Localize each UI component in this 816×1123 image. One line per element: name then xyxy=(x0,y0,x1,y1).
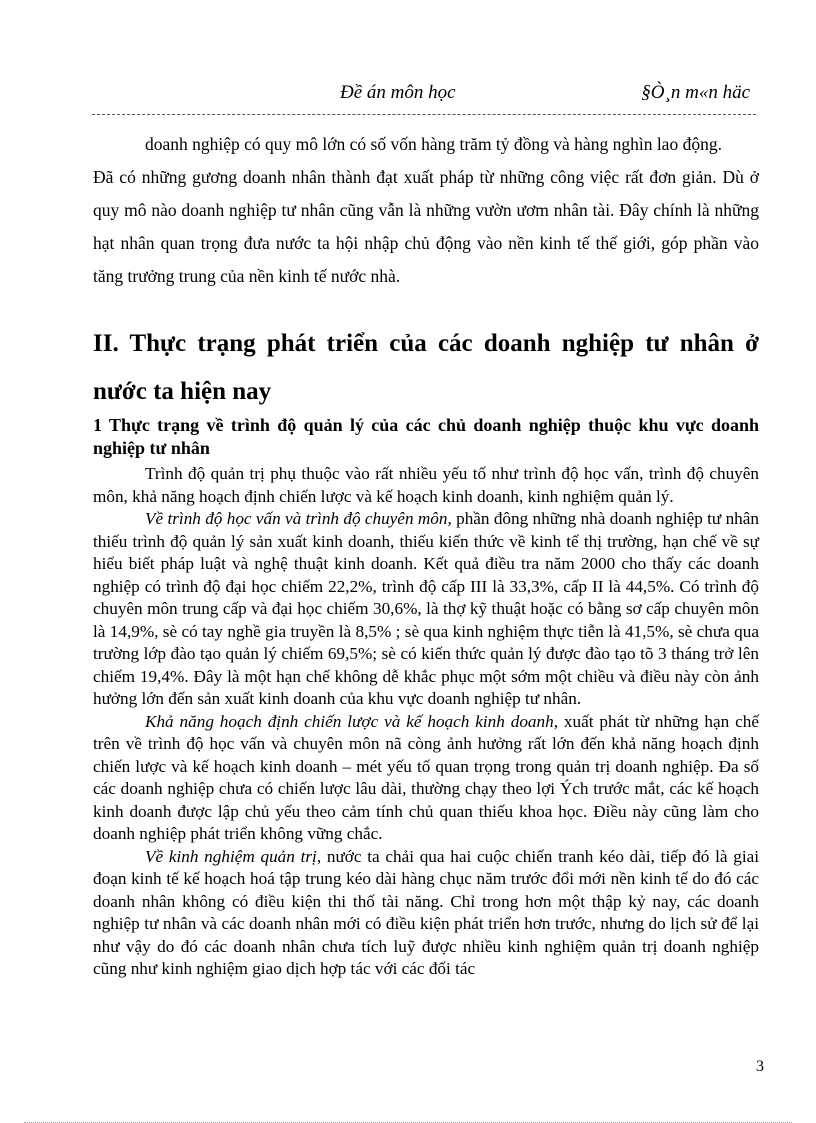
header-title: Đề án môn học xyxy=(340,82,456,103)
header-divider xyxy=(92,114,756,115)
intro-first-line: doanh nghiệp có quy mô lớn có số vốn hàng trăm tỷ đồng và hàng nghìn lao động. xyxy=(145,134,722,154)
section-heading: II. Thực trạng phát triển của các doanh nghiệp tư nhân ở nước ta hiện nay xyxy=(93,330,759,405)
paragraph-management-level: Trình độ quản trị phụ thuộc vào rất nhiều yếu tố như trình độ học vấn, trình độ chuyên môn, khả năng hoạch định chiến lược và kế hoạch kinh doanh, kinh nghiệm quản lý. xyxy=(93,464,759,506)
intro-rest: Đã có những gương doanh nhân thành đạt xuất pháp từ những công việc rất đơn giản. Dù ở quy mô nào doanh nghiệp tư nhân cũng vẫn là những vườn ươm nhân tài. Đây chính là những hạt nhân quan trọng đưa nước ta hội nhập chủ động vào nền kinh tế thế giới, góp phần vào tăng trưởng trung của nền kinh tế nước nhà. xyxy=(93,167,759,286)
intro-paragraph xyxy=(93,128,759,293)
paragraph-text-strategy: , xuất phát từ những hạn chế trên về trình độ học vấn và chuyên môn nã còng ảnh hưởng rất lớn đến khả năng hoạch định chiến lược và kế hoạch kinh doanh – mét yếu tố quan trọng trong quản trị doanh nghiệp. Đa số các doanh nghiệp chưa có chiến lược lâu dài, thường chạy theo lợi Ých trước mắt, các kế hoạch kinh doanh được lập chủ yếu theo cảm tính chủ quan thiếu khoa học. Điều này cũng làm cho doanh nghiệp phát triển không vững chắc. xyxy=(93,711,759,843)
paragraph-text-education: phần đông những nhà doanh nghiệp tư nhân thiếu trình độ quản lý sản xuất kinh doanh, thiếu kiến thức về kinh tế thị trường, hạn chế về sự hiểu biết pháp luật và nghệ thuật kinh doanh. Kết quả điều tra năm 2000 cho thấy các doanh nghiệp có trình độ đại học chiếm 22,2%, trình độ cấp III là 33,3%, cấp II là 44,5%. Có trình độ chuyên môn trung cấp và đại học chiếm 30,6%, là thợ kỹ thuật hoặc có bằng sơ cấp chuyên môn là 14,9%, sè có tay nghề gia truyền là 8,5% ; sè qua kinh nghiệm thực tiễn là 41,5%, sè chưa qua trường lớp đào tạo quản lý chiếm 69,5%; sè có kiến thức quản lý được đào tạo tõ 3 tháng trở lên chiếm 19,4%. Đây là một hạn chế không dễ khắc phục một sớm một chiều và điều này còn ảnh hưởng lớn đến sản xuất kinh doanh của khu vực doanh nghiệp tư nhân. xyxy=(93,509,759,708)
page-header xyxy=(92,82,756,106)
paragraph-education xyxy=(93,508,759,711)
paragraph-experience xyxy=(93,846,759,981)
paragraph-text-experience: , nước ta chải qua hai cuộc chiến tranh kéo dài, tiếp đó là giai đoạn kinh tế kế hoạch hoá tập trung kéo dài hàng chục năm trước đổi mới nền kinh tế do đó các doanh nhân không có điều kiện thi thố tài năng. Chỉ trong hơn một thập kỷ nay, các doanh nghiệp tư nhân và các doanh nhân mới có điều kiện phát triển hơn trước, nhưng do lịch sử để lại như vậy do đó các doanh nhân chưa tích luỹ được nhiều kinh nghiệm quản trị doanh nghiệp cũng như kinh nghiệm giao dịch hợp tác với các đối tác xyxy=(93,846,759,978)
paragraph-strategy xyxy=(93,711,759,846)
paragraph-lead-strategy: Khả năng hoạch định chiến lược và kế hoạch kinh doanh xyxy=(145,711,554,731)
paragraph-lead-experience: Về kinh nghiệm quản trị xyxy=(145,846,317,866)
paragraph-lead-education: Về trình độ học vấn và trình độ chuyên môn, xyxy=(145,509,452,528)
body-paragraphs xyxy=(93,463,759,981)
subsection-heading: 1 Thực trạng về trình độ quản lý của các chủ doanh nghiệp thuộc khu vực doanh nghiệp tư nhân xyxy=(93,415,759,458)
header-title-garbled: §Ò¸n m«n häc xyxy=(641,82,750,103)
page-number: 3 xyxy=(756,1058,764,1075)
